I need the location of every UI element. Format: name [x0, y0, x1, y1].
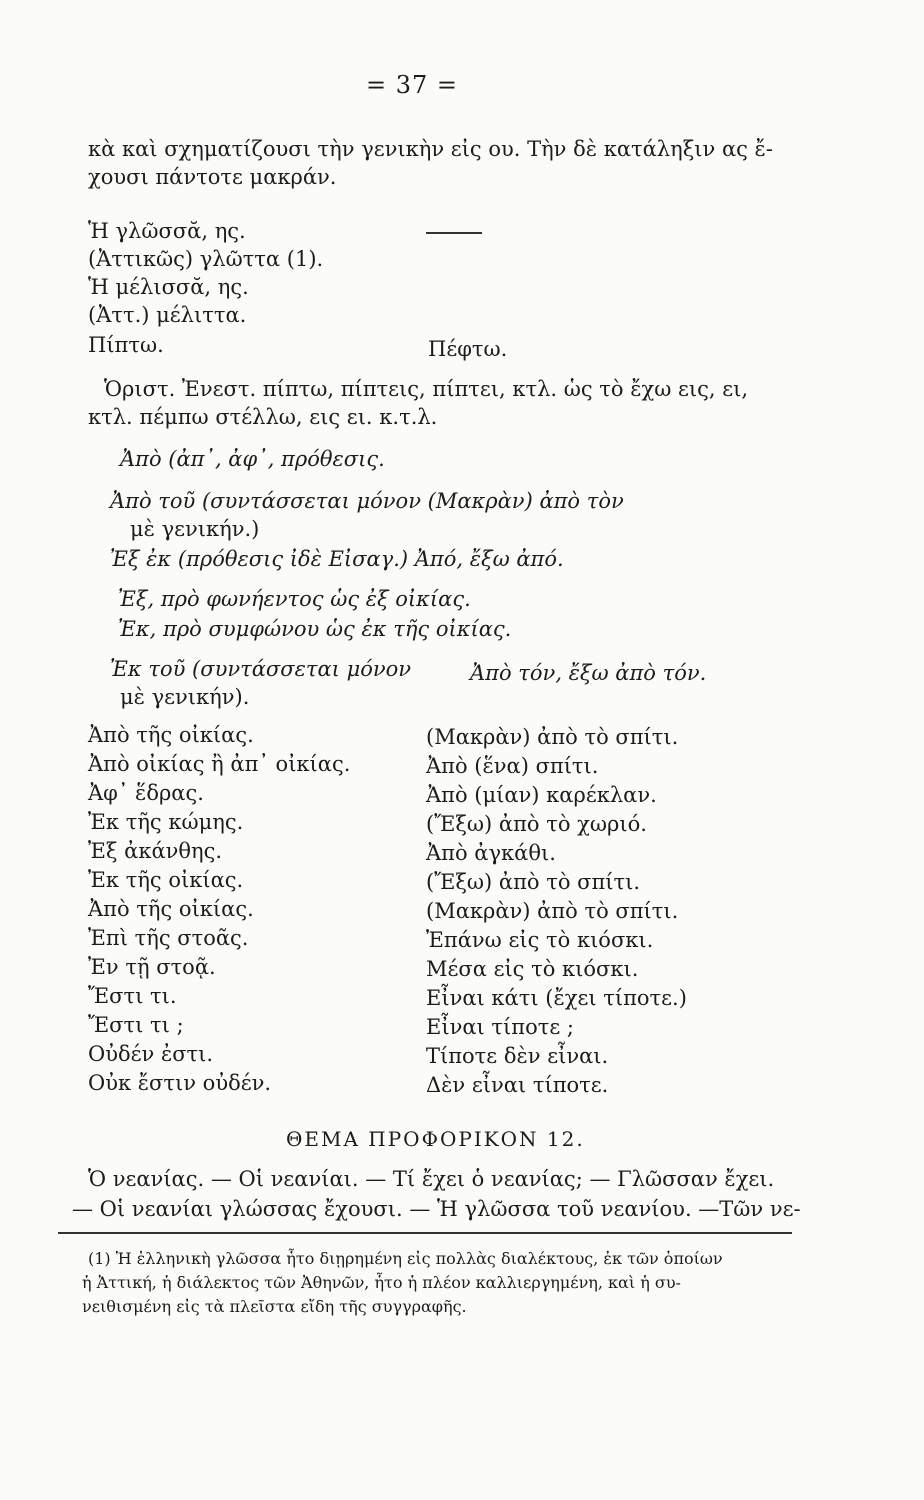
intro-line-2: χουσι πάντοτε μακράν. [88, 165, 337, 189]
prep-ek-consonant: Ἐκ, πρὸ συμφώνου ὡς ἐκ τῆς οἰκίας. [118, 617, 512, 641]
pair-right: Ἀπὸ (ἕνα) σπίτι. [426, 754, 599, 778]
form-glotta: (Ἀττικῶς) γλῶττα (1). [88, 247, 324, 271]
pair-left: Ἀπὸ τῆς οἰκίας. [88, 723, 254, 747]
form-melitta: (Ἀττ.) μέλιττα. [88, 303, 247, 327]
footnote-line-2: ἡ Ἀττική, ἡ διάλεκτος τῶν Ἀθηνῶν, ἦτο ἡ πλέον καλλιεργημένη, καὶ ἡ συ- [82, 1273, 681, 1292]
pair-left: Ἔστι τι ; [88, 1013, 184, 1037]
pair-right: (Μακρὰν) ἀπὸ τὸ σπίτι. [426, 725, 679, 749]
pair-left: Ἐξ ἀκάνθης. [88, 839, 223, 863]
pair-right: Εἶναι τίποτε ; [426, 1015, 574, 1039]
footnote-rule [58, 1232, 792, 1234]
prep-apo-tou-cont: μὲ γενικήν.) [130, 517, 260, 541]
pair-left: Ἐκ τῆς οἰκίας. [88, 868, 244, 892]
pair-right: Μέσα εἰς τὸ κιόσκι. [426, 957, 639, 981]
prep-ex-vowel: Ἐξ, πρὸ φωνήεντος ὡς ἐξ οἰκίας. [118, 587, 471, 611]
form-melissa: Ἡ μέλισσᾰ, ης. [88, 275, 249, 299]
pair-right: (Ἔξω) ἀπὸ τὸ χωριό. [426, 812, 647, 836]
page-number: = 37 = [366, 71, 459, 99]
pair-right: (Ἔξω) ἀπὸ τὸ σπίτι. [426, 870, 641, 894]
pair-left: Ἔστι τι. [88, 984, 177, 1008]
pair-left: Οὐκ ἔστιν οὐδέν. [88, 1071, 272, 1095]
prep-ek-tou-translation: Ἀπὸ τόν, ἔξω ἀπὸ τόν. [470, 661, 707, 685]
pair-right: Τίποτε δὲν εἶναι. [426, 1044, 609, 1068]
pair-left: Ἀπὸ οἰκίας ἢ ἀπ᾽ οἰκίας. [88, 752, 351, 776]
section-heading: ΘΕΜΑ ΠΡΟΦΟΡΙΚΟΝ 12. [286, 1127, 585, 1151]
theme-line-2: — Οἱ νεανίαι γλώσσας ἔχουσι. — Ἡ γλῶσσα τοῦ νεανίου. —Τῶν νε- [72, 1197, 801, 1221]
form-glossa: Ἡ γλῶσσᾰ, ης. [88, 219, 246, 243]
pair-right: Δὲν εἶναι τίποτε. [426, 1073, 609, 1097]
prep-ek-tou-cont: μὲ γενικήν). [120, 685, 250, 709]
pair-right: Ἀπὸ ἀγκάθι. [426, 841, 556, 865]
intro-line-1: κὰ καὶ σχηματίζουσι τὴν γενικὴν εἰς ου. Τὴν δὲ κατάληξιν ας ἔ- [88, 137, 773, 161]
prep-ex: Ἐξ ἐκ (πρόθεσις ἰδὲ Εἰσαγ.) Ἀπό, ἔξω ἀπό. [110, 547, 564, 571]
pair-right: (Μακρὰν) ἀπὸ τὸ σπίτι. [426, 899, 679, 923]
pair-left: Ἐκ τῆς κώμης. [88, 810, 244, 834]
pair-left: Ἀπὸ τῆς οἰκίας. [88, 897, 254, 921]
prep-apo-tou: Ἀπὸ τοῦ (συντάσσεται μόνον (Μακρὰν) ἀπὸ τὸν [110, 489, 624, 513]
prep-apo: Ἀπὸ (ἀπ᾽, ἀφ᾽, πρόθεσις. [120, 447, 385, 471]
pair-right: Εἶναι κάτι (ἔχει τίποτε.) [426, 986, 687, 1010]
conjugation-line-1: Ὁριστ. Ἐνεστ. πίπτω, πίπτεις, πίπτει, κτλ. ὡς τὸ ἔχω εις, ει, [104, 377, 749, 401]
pair-right: Ἀπὸ (μίαν) καρέκλαν. [426, 783, 657, 807]
pair-left: Οὐδέν ἐστι. [88, 1042, 214, 1066]
pair-left: Ἀφ᾽ ἕδρας. [88, 781, 204, 805]
theme-line-1: Ὁ νεανίας. — Οἱ νεανίαι. — Τί ἔχει ὁ νεανίας; — Γλῶσσαν ἔχει. [88, 1167, 775, 1191]
pair-left: Ἐν τῇ στοᾷ. [88, 955, 216, 979]
footnote-line-1: (1) Ἡ ἑλληνικὴ γλῶσσα ἦτο διῃρημένη εἰς πολλὰς διαλέκτους, ἐκ τῶν ὁποίων [88, 1249, 723, 1268]
form-pipto: Πίπτω. [88, 333, 164, 357]
pair-right: Ἐπάνω εἰς τὸ κιόσκι. [426, 928, 654, 952]
conjugation-line-2: κτλ. πέμπω στέλλω, εις ει. κ.τ.λ. [88, 405, 438, 429]
footnote-line-3: νειθισμένη εἰς τὰ πλεῖστα εἴδη τῆς συγγραφῆς. [82, 1297, 467, 1316]
form-pefto: Πέφτω. [428, 337, 508, 361]
pair-left: Ἐπὶ τῆς στοᾶς. [88, 926, 249, 950]
prep-ek-tou: Ἐκ τοῦ (συντάσσεται μόνον [110, 657, 412, 681]
short-rule [426, 232, 482, 234]
